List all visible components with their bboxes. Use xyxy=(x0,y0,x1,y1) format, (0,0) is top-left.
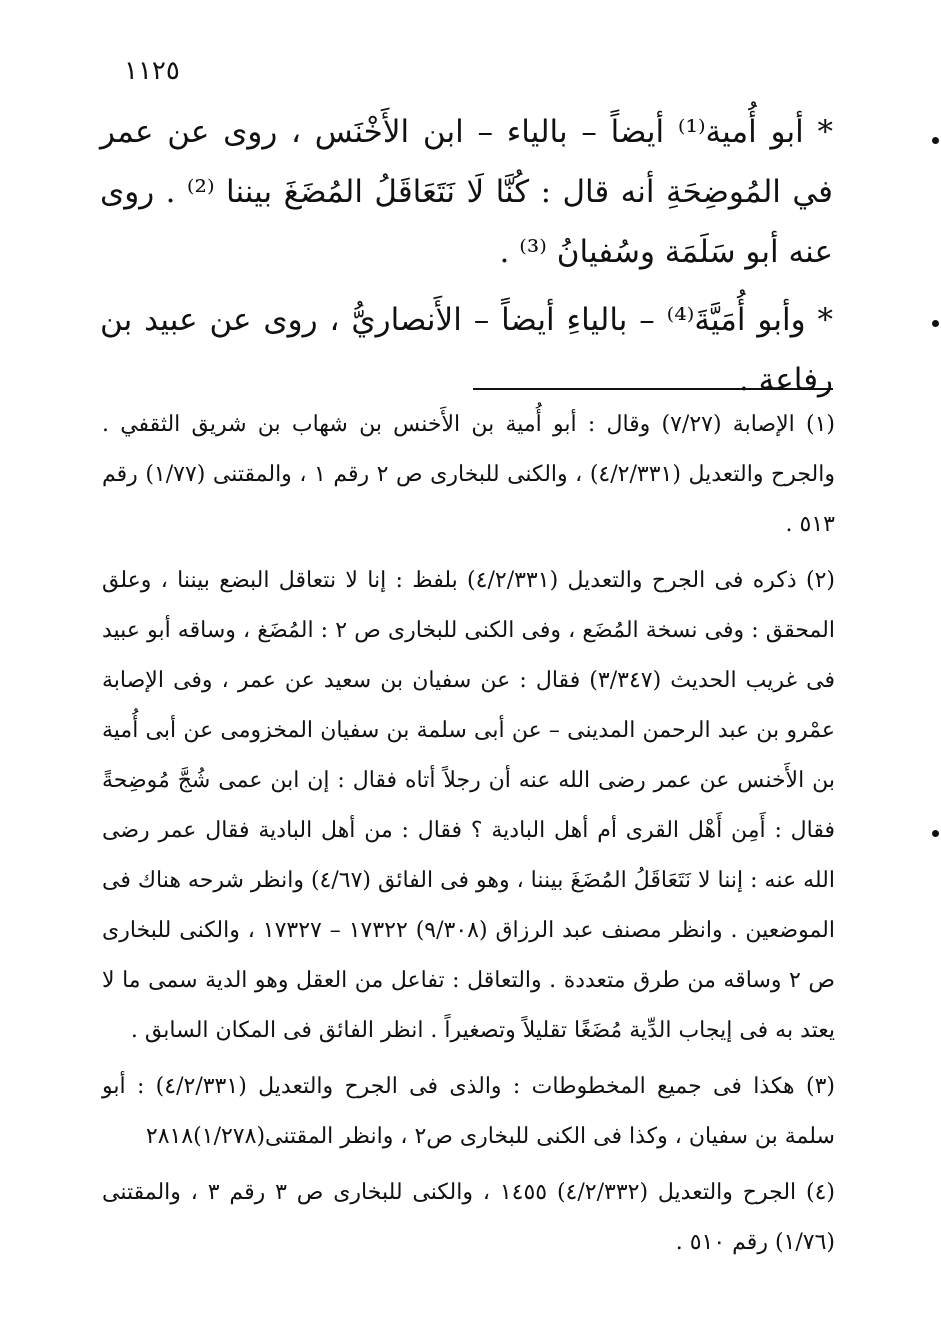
entry-abu-umayya-al-ansari: * وأبو أُمَيَّةَ⁽⁴⁾ – بالياءِ أيضاً – الأَنصاريُّ ، روى عن عبيد بن رفاعة . xyxy=(100,302,833,398)
footnotes xyxy=(102,400,835,1268)
footnote-4: (٤) الجرح والتعديل (٤/٢/٣٣٢) ١٤٥٥ ، والكنى للبخارى ص ٣ رقم ٣ ، والمقتنى (١/٧٦) رقم ٥١٠ . xyxy=(102,1180,835,1255)
main-text xyxy=(100,102,833,410)
scan-dot-mark xyxy=(932,137,939,144)
footnote-2: (٢) ذكره فى الجرح والتعديل (٤/٢/٣٣١) بلفظ : إنا لا نتعاقل البضع بيننا ، وعلق المحقق : وفى نسخة المُضَع ، وفى الكنى للبخارى ص ٢ : المُضَغ ، وساقه أبو عبيد فى غريب الحديث (٣/٣٤٧) فقال : عن سفيان بن سعيد عن عمر ، وفى الإصابة عمْرو بن عبد الرحمن المدينى – عن أبى سلمة بن سفيان المخزومى عن أبى أُمية بن الأَخنس عن عمر رضى الله عنه أن رجلاً أتاه فقال : إن ابن عمى شُجَّ مُوضِحةً فقال : أَمِن أَهْل القرى أم أهل البادية ؟ فقال : من أهل البادية فقال عمر رضى الله عنه : إننا لا نَتَعَاقَلُ المُضَغَ بيننا ، وهو فى الفائق (٤/٦٧) وانظر شرحه هناك فى الموضعين . وانظر مصنف عبد الرزاق (٩/٣٠٨) ١٧٣٢٢ – ١٧٣٢٧ ، والكنى للبخارى ص ٢ وساقه من طرق متعددة . والتعاقل : تفاعل من العقل وهو الدية سمى ما لا يعتد به فى إيجاب الدِّية مُضَغًا تقليلاً وتصغيراً . انظر الفائق فى المكان السابق . xyxy=(102,568,836,1043)
footnote-3: (٣) هكذا فى جميع المخطوطات : والذى فى الجرح والتعديل (٤/٢/٣٣١) : أبو سلمة بن سفيان ، وكذا فى الكنى للبخارى ص٢ ، وانظر المقتنى(١/٢٧٨)٢٨١٨ xyxy=(102,1074,835,1149)
scan-dot-mark xyxy=(932,830,939,837)
scan-dot-mark xyxy=(932,320,939,327)
page-number: ١١٢٥ xyxy=(124,56,180,86)
entry-abu-umayya-ibn-al-akhnas: * أبو أُمية⁽¹⁾ أيضاً – بالياء – ابن الأَخْنَس ، روى عن عمر في المُوضِحَةِ أنه قال : كُنَّا لَا نَتَعَاقَلُ المُضَغَ بيننا ⁽²⁾ . روى عنه أبو سَلَمَة وسُفيانُ ⁽³⁾ . xyxy=(100,114,833,270)
footnote-separator xyxy=(473,388,833,390)
footnote-1: (١) الإصابة (٧/٢٧) وقال : أبو أُمية بن الأَخنس بن شهاب بن شريق الثقفي . والجرح والتعديل (٤/٢/٣٣١) ، والكنى للبخارى ص ٢ رقم ١ ، والمقتنى (١/٧٧) رقم ٥١٣ . xyxy=(102,412,835,537)
